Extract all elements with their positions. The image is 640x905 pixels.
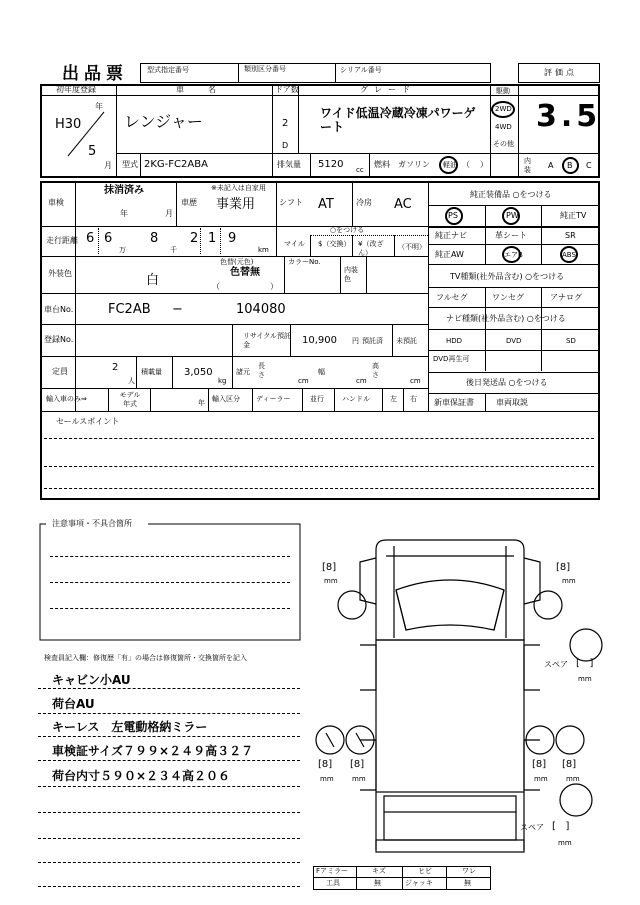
tire-rr1-value: [8] [532, 759, 547, 770]
length-label: 長さ [258, 362, 265, 379]
unit-sen: 千 [170, 246, 177, 254]
interior-a: A [548, 161, 554, 170]
unregistered-note: ※未記入は自家用 [211, 184, 266, 192]
interior-c: C [586, 161, 592, 170]
model-cert-box: 型式指定番号 [140, 63, 336, 83]
year-unit: 年 [95, 102, 103, 111]
name-label: 車名 [176, 85, 240, 94]
spare-rear-label: スペア [520, 823, 544, 832]
parallel-label: 並行 [310, 395, 324, 403]
serial-box: シリアル番号 [335, 63, 491, 83]
shaken-month: 月 [165, 209, 173, 218]
capacity-unit: 人 [128, 377, 135, 385]
repaint-value: 色替無 [230, 267, 260, 278]
chassis-dash: − [172, 302, 183, 317]
unknown-label: （不明） [398, 243, 426, 251]
fuel-label: 燃料 [374, 160, 390, 169]
acc-header-3: ヒビ [418, 867, 432, 875]
model-year-label: モデル年式 [119, 391, 141, 408]
tools-label: 工具 [326, 879, 340, 887]
height-cm: cm [410, 377, 421, 385]
chassis-number: 104080 [236, 302, 286, 317]
note-line-4: 車検証サイズ７９９×２４９高３２７ [52, 744, 254, 758]
navi-hdd: HDD [446, 337, 463, 345]
tire-rr2-mm: mm [566, 775, 580, 783]
shaken-label: 車検 [48, 198, 64, 207]
deposit-unpaid: 未預託 [396, 337, 417, 345]
unit-km: km [258, 246, 269, 254]
mileage-d6: 9 [228, 231, 237, 246]
equip-sr: SR [565, 231, 576, 240]
repaint-label: 色替(元色) [220, 258, 254, 266]
load-label: 積載量 [141, 368, 162, 376]
aircon-value: AC [394, 197, 412, 212]
tire-fr-value: [8] [556, 562, 571, 573]
load-unit: kg [218, 377, 227, 385]
navi-sd: SD [566, 337, 576, 345]
shift-value: AT [318, 197, 334, 212]
model-value: 2KG-FC2ABA [144, 159, 208, 170]
mile-label: マイル [284, 240, 305, 248]
history-value: 事業用 [216, 197, 256, 212]
interior-b: B [567, 161, 573, 170]
equip-pw: PW [506, 211, 519, 220]
mileage-d2: 6 [104, 231, 113, 246]
exchange-label: $（交換） [318, 240, 351, 248]
note-line-3: キーレス 左電動格納ミラー [52, 720, 208, 734]
aircon-label: 冷房 [356, 198, 372, 207]
jack-value: 無 [464, 879, 471, 887]
note-line-2: 荷台AU [52, 697, 95, 711]
width-cm: cm [356, 377, 367, 385]
navi-title: ナビ種類(社外品含む) ○をつける [446, 314, 566, 323]
notes-label: 注意事項・不具合箇所 [52, 519, 132, 528]
displacement-value: 5120 [318, 159, 344, 170]
shaken-value: 抹消済み [104, 185, 144, 196]
spare-front-mm: mm [578, 675, 592, 683]
capacity-value: 2 [112, 362, 119, 373]
tv-oneseg: ワンセグ [492, 293, 524, 302]
history-label: 車歴 [181, 198, 197, 207]
colorno-label: カラーNo. [288, 258, 321, 266]
regno-label: 登録No. [44, 335, 74, 344]
score-value: 3.5 [536, 99, 602, 134]
navi-dvd: DVD [506, 337, 522, 345]
vehicle-name: レンジャー [124, 112, 203, 131]
tire-rl2-value: [8] [350, 759, 365, 770]
color-value: 白 [146, 273, 160, 288]
tamper-label: ¥（改ざん） [358, 240, 384, 257]
dims-label: 諸元 [236, 368, 250, 376]
recycle-unit: 円 [352, 337, 359, 345]
tire-fr-mm: mm [562, 577, 576, 585]
first-reg-year: H30 [55, 117, 82, 132]
doors-label: ドア数 [275, 85, 299, 94]
unit-man: 万 [119, 246, 126, 254]
tire-rr1-mm: mm [534, 775, 548, 783]
later-warranty: 新車保証書 [434, 398, 474, 407]
equip-title: 純正装備品 ○をつける [470, 190, 552, 199]
equip-tv: 純正TV [560, 211, 587, 220]
later-title: 後日発送品 ○をつける [466, 378, 548, 387]
sales-label: セールスポイント [56, 417, 120, 426]
inspector-note: 検査員記入欄：修復歴「有」の場合は修復箇所・交換箇所を記入 [44, 654, 247, 662]
equip-leather: 革シート [495, 231, 527, 240]
height-label: 高さ [372, 362, 379, 379]
equip-aw: 純正AW [435, 250, 464, 259]
grade-value: ワイド低温冷蔵冷凍パワーゲート [320, 106, 476, 134]
acc-header-1: Fアミラー [316, 867, 349, 875]
interior-label: 内装 [524, 157, 531, 174]
tire-rl1-mm: mm [320, 775, 334, 783]
import-label: 輸入車のみ⇒ [46, 395, 87, 403]
handle-label: ハンドル [342, 395, 370, 403]
jack-label: ジャッキ [405, 879, 433, 887]
acc-header-4: ワレ [462, 867, 476, 875]
equip-abs: ABS [562, 251, 576, 259]
equip-ps: PS [448, 211, 458, 220]
note-line-5: 荷台内寸５９０×２３４高２０６ [52, 769, 231, 783]
year-unit-2: 年 [198, 399, 205, 407]
recycle-label: リサイクル預託金 [243, 332, 292, 349]
mileage-d4: 2 [190, 231, 199, 246]
model-label: 型式 [122, 160, 138, 169]
right-label: 右 [410, 395, 417, 403]
recycle-value: 10,900 [302, 335, 337, 346]
fuel-gasoline: ガソリン [398, 160, 430, 169]
color-label: 外装色 [48, 269, 72, 278]
tv-title: TV種類(社外品含む) ○をつける [450, 272, 565, 281]
circle-note: ○をつける [330, 226, 365, 234]
drive-other: その他 [493, 140, 514, 148]
equip-airbag: エアB [504, 251, 523, 259]
tools-value: 無 [374, 879, 381, 887]
capacity-label: 定員 [52, 367, 68, 376]
shaken-year: 年 [120, 209, 128, 218]
tire-fl-value: [8] [322, 562, 337, 573]
doors-unit: D [282, 141, 289, 150]
tire-fl-mm: mm [324, 577, 338, 585]
tv-analog: アナログ [550, 293, 582, 302]
drive-label: 駆動 [496, 87, 510, 95]
month-unit: 月 [104, 161, 112, 170]
tire-rl1-value: [8] [318, 759, 333, 770]
first-reg-month: 5 [88, 144, 97, 159]
grade-label: グレード [360, 85, 416, 94]
tv-fullseg: フルセグ [436, 293, 468, 302]
tire-rl2-mm: mm [352, 775, 366, 783]
chassis-prefix: FC2AB [108, 302, 151, 317]
dvd-play-label: DVD再生可 [433, 355, 470, 363]
score-header: 評価点 [518, 63, 600, 83]
width-label: 幅 [318, 368, 325, 376]
length-cm: cm [298, 377, 309, 385]
drive-4wd: 4WD [495, 123, 512, 131]
equip-navi: 純正ナビ [435, 231, 467, 240]
mileage-d5: 1 [208, 231, 217, 246]
load-value: 3,050 [184, 367, 213, 378]
spare-rear-mm: mm [558, 839, 572, 847]
form-title: 出品票 [62, 64, 128, 84]
chassis-label: 車台No. [44, 305, 74, 314]
mileage-d3: 8 [150, 231, 159, 246]
spare-rear-brackets: [ ] [552, 821, 570, 832]
interior-color-label: 内装色 [344, 266, 358, 283]
displacement-unit: cc [356, 166, 364, 174]
shift-label: シフト [279, 198, 303, 207]
acc-header-2: キズ [372, 867, 386, 875]
fuel-diesel: 軽油 [443, 161, 457, 169]
mileage-label: 走行距離 [46, 236, 78, 245]
first-reg-label: 初年度登録 [56, 85, 96, 94]
class-label: 類別区分番号 [244, 65, 286, 73]
drive-2wd: 2WD [495, 105, 512, 113]
displacement-label: 排気量 [277, 160, 301, 169]
left-label: 左 [390, 395, 397, 403]
import-class-label: 輸入区分 [212, 395, 240, 403]
spare-front-brackets: [ ] [576, 658, 594, 669]
doors-value: 2 [282, 118, 289, 129]
deposit-paid: 預託済 [362, 337, 383, 345]
note-line-1: キャビン小AU [52, 673, 131, 687]
spare-front-label: スペア [544, 660, 568, 669]
tire-rr2-value: [8] [562, 759, 577, 770]
later-manual: 車両取説 [496, 398, 528, 407]
mileage-d1: 6 [86, 231, 95, 246]
dealer-label: ディーラー [256, 395, 291, 403]
